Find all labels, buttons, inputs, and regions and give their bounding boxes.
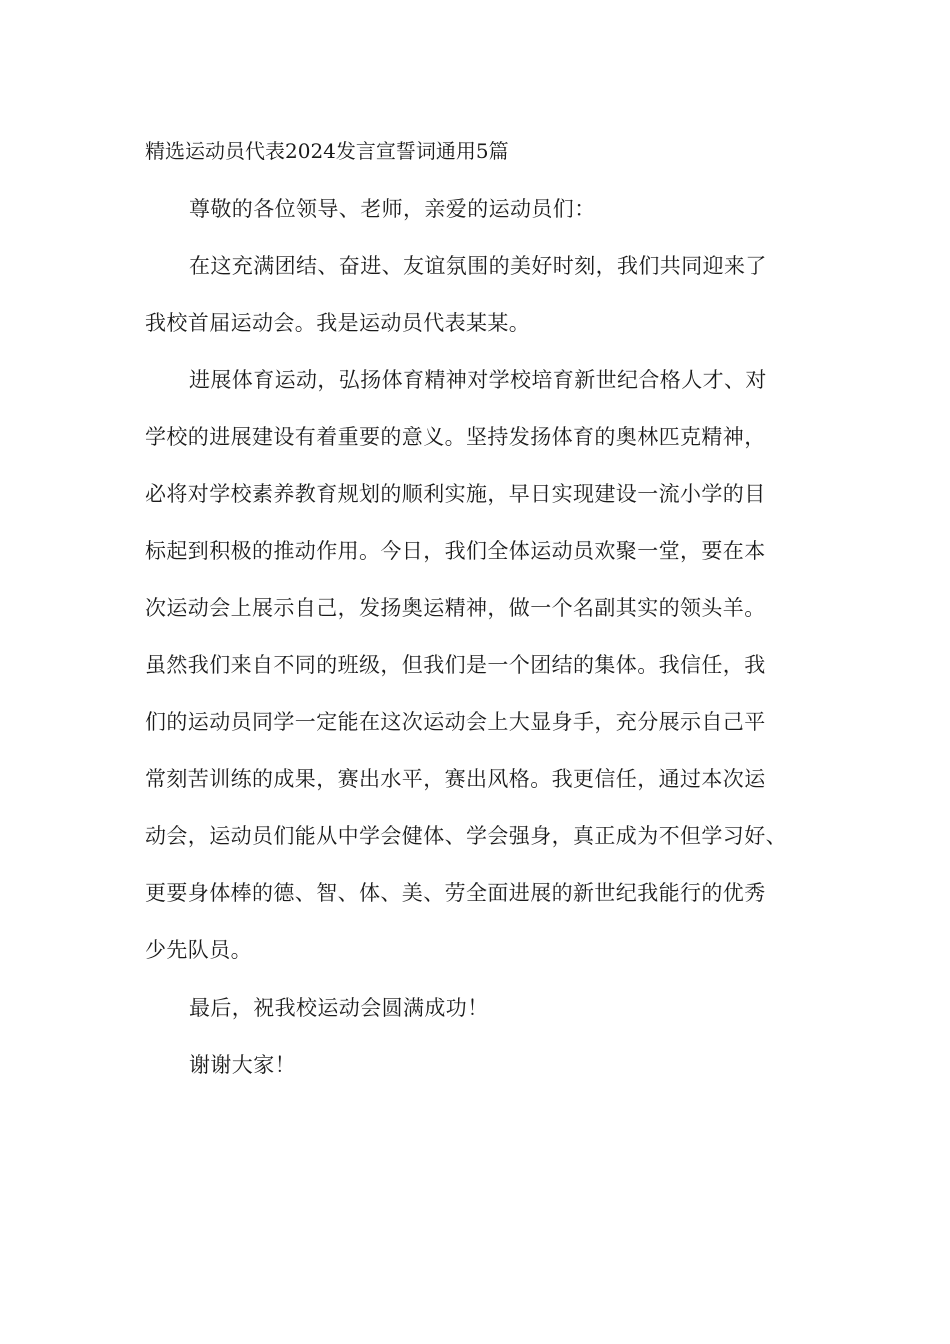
document-title: 精选运动员代表2024发言宣誓词通用5篇 — [145, 139, 509, 163]
salutation-line: 尊敬的各位领导、老师，亲爱的运动员们： — [189, 197, 596, 221]
paragraph-line: 常刻苦训练的成果，赛出水平，赛出风格。我更信任，通过本次运 — [145, 767, 766, 791]
paragraph-line: 我校首届运动会。我是运动员代表某某。 — [145, 311, 531, 335]
paragraph-line: 少先队员。 — [145, 938, 252, 962]
paragraph-line: 更要身体棒的德、智、体、美、劳全面进展的新世纪我能行的优秀 — [145, 881, 766, 905]
paragraph-line: 们的运动员同学一定能在这次运动会上大显身手，充分展示自己平 — [145, 710, 766, 734]
paragraph-line: 动会，运动员们能从中学会健体、学会强身，真正成为不但学习好、 — [145, 824, 787, 848]
thanks-line: 谢谢大家！ — [189, 1053, 296, 1077]
paragraph-line: 次运动会上展示自己，发扬奥运精神，做一个名副其实的领头羊。 — [145, 596, 766, 620]
closing-line: 最后，祝我校运动会圆满成功！ — [189, 996, 489, 1020]
paragraph-line: 学校的进展建设有着重要的意义。坚持发扬体育的奥林匹克精神， — [145, 425, 766, 449]
paragraph-line: 在这充满团结、奋进、友谊氛围的美好时刻，我们共同迎来了 — [189, 254, 767, 278]
paragraph-line: 虽然我们来自不同的班级，但我们是一个团结的集体。我信任，我 — [145, 653, 766, 677]
paragraph-line: 必将对学校素养教育规划的顺利实施，早日实现建设一流小学的目 — [145, 482, 766, 506]
paragraph-line: 进展体育运动，弘扬体育精神对学校培育新世纪合格人才、对 — [189, 368, 767, 392]
paragraph-line: 标起到积极的推动作用。今日，我们全体运动员欢聚一堂，要在本 — [145, 539, 766, 563]
